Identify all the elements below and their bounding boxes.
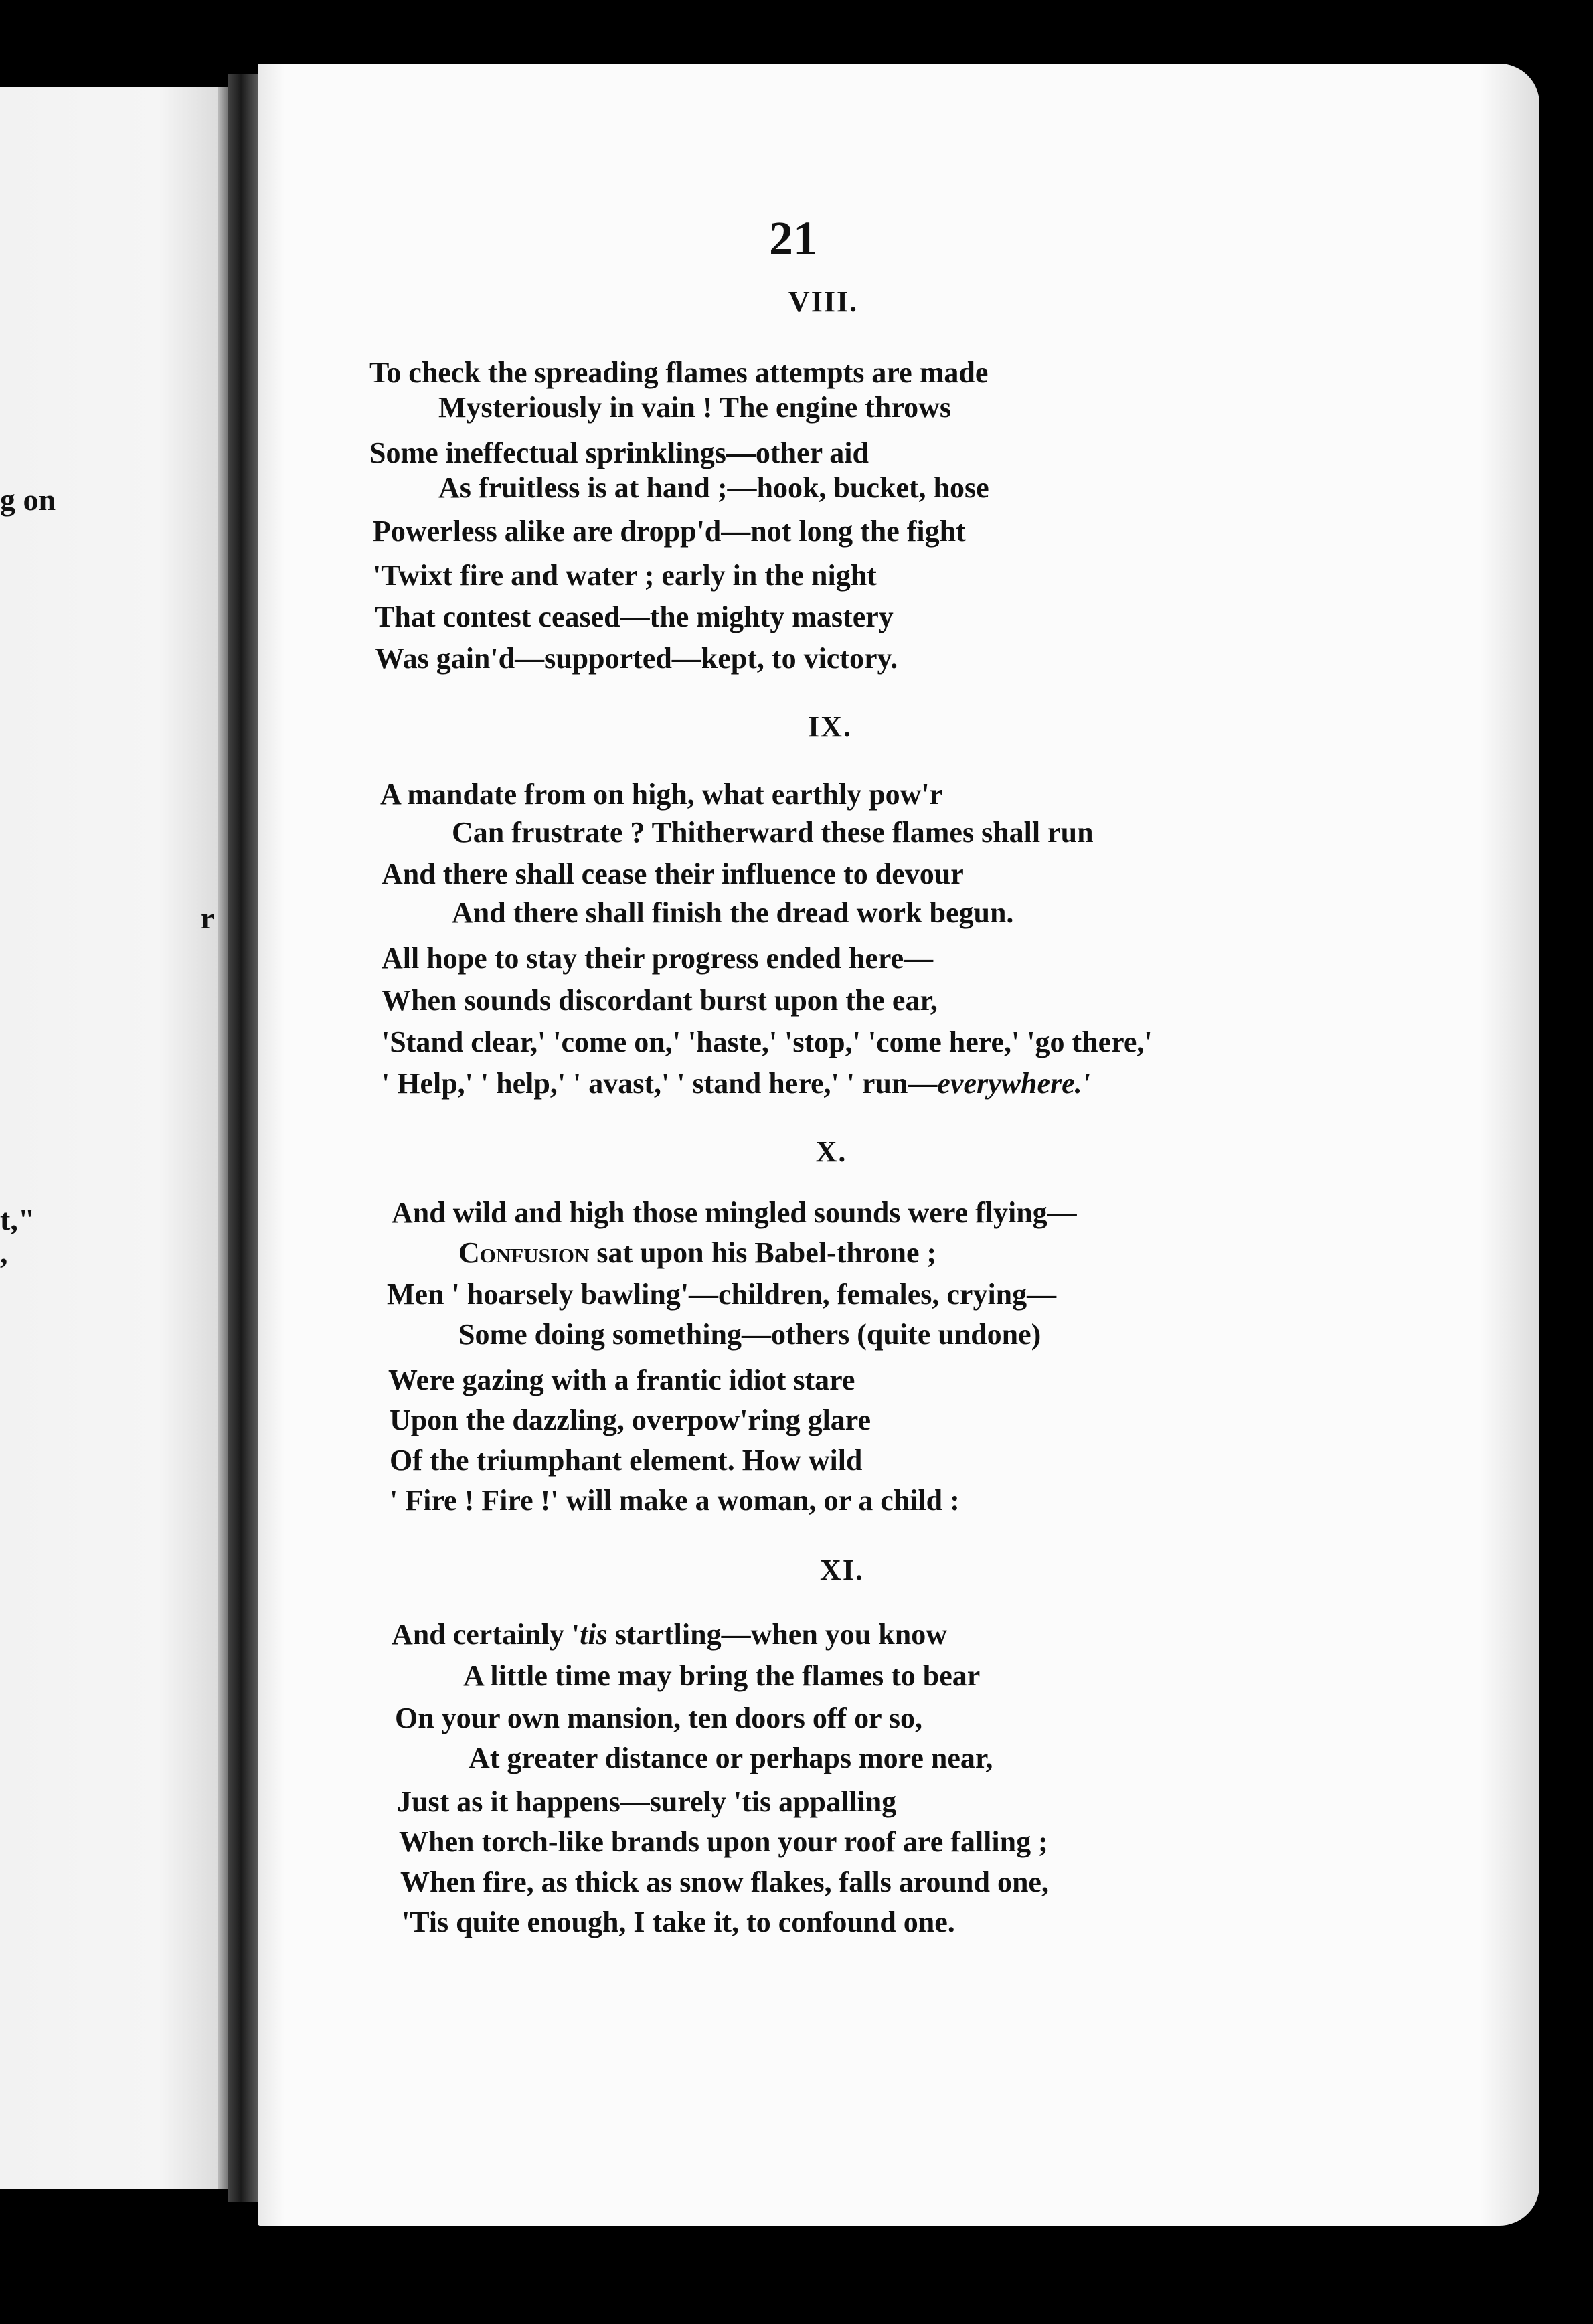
poem-line xyxy=(458,1238,936,1268)
left-page-fragment: r xyxy=(201,901,215,935)
poem-line: A little time may bring the flames to bear xyxy=(463,1659,981,1692)
poem-line-text: startling—when you know xyxy=(614,1618,947,1651)
poem-line: Just as it happens—surely 'tis appalling xyxy=(397,1785,897,1818)
poem-line-text: sat upon his Babel-throne ; xyxy=(596,1236,937,1269)
poem-line: Of the triumphant element. How wild xyxy=(390,1444,863,1477)
poem-line: Can frustrate ? Thitherward these flames shall run xyxy=(452,816,1094,849)
poem-line: Mysteriously in vain ! The engine throws xyxy=(438,391,951,424)
poem-line: To check the spreading flames attempts are made xyxy=(369,356,989,389)
poem-line: On your own mansion, ten doors off or so, xyxy=(395,1702,923,1734)
poem-line-text: And certainly ' xyxy=(392,1618,580,1651)
poem-line xyxy=(382,1069,1090,1098)
poem-line: Upon the dazzling, overpow'ring glare xyxy=(390,1404,871,1436)
poem-line: When sounds discordant burst upon the ear, xyxy=(382,984,938,1017)
poem-line-italic: tis xyxy=(580,1618,608,1651)
left-page-fragment: t," xyxy=(0,1202,35,1236)
stanza-number: VIII. xyxy=(788,285,859,318)
poem-line: When fire, as thick as snow flakes, falls around one, xyxy=(400,1865,1049,1898)
poem-line: 'Stand clear,' 'come on,' 'haste,' 'stop,' 'come here,' 'go there,' xyxy=(382,1025,1153,1058)
poem-line: As fruitless is at hand ;—hook, bucket, hose xyxy=(438,471,989,504)
poem-line: And wild and high those mingled sounds were flying— xyxy=(392,1196,1077,1229)
poem-line: Some doing something—others (quite undone) xyxy=(458,1318,1041,1351)
poem-line: Was gain'd—supported—kept, to victory. xyxy=(375,642,898,675)
poem-line: And there shall finish the dread work begun. xyxy=(452,896,1014,929)
page-number: 21 xyxy=(769,212,817,265)
poem-line: ' Fire ! Fire !' will make a woman, or a child : xyxy=(390,1484,960,1517)
poem-line: Some ineffectual sprinklings—other aid xyxy=(369,436,869,469)
left-page-fragment: , xyxy=(0,1236,8,1270)
poem-line: Men ' hoarsely bawling'—children, females, crying— xyxy=(387,1278,1057,1311)
poem-line-text: ' Help,' ' help,' ' avast,' ' stand here,' ' run— xyxy=(382,1067,938,1100)
poem-line: Were gazing with a frantic idiot stare xyxy=(388,1363,855,1396)
poem-line-smallcaps: Confusion xyxy=(458,1236,590,1269)
left-page-fragment: g on xyxy=(0,483,56,517)
poem-line: A mandate from on high, what earthly pow'r xyxy=(380,778,943,811)
poem-line: And there shall cease their influence to devour xyxy=(382,857,964,890)
poem-line-italic: everywhere.' xyxy=(937,1067,1090,1100)
poem-line: 'Tis quite enough, I take it, to confound one. xyxy=(402,1906,955,1938)
poem-line xyxy=(392,1620,947,1649)
poem-line: Powerless alike are dropp'd—not long the fight xyxy=(373,515,966,548)
poem-line: When torch-like brands upon your roof are falling ; xyxy=(399,1825,1048,1858)
stanza-number: X. xyxy=(815,1135,847,1168)
poem-line: 'Twixt fire and water ; early in the night xyxy=(373,559,877,592)
poem-line: All hope to stay their progress ended here— xyxy=(382,942,934,975)
stanza-number: XI. xyxy=(820,1554,864,1586)
poem-line: At greater distance or perhaps more near, xyxy=(469,1742,993,1774)
stanza-number: IX. xyxy=(808,710,852,743)
poem-line: That contest ceased—the mighty mastery xyxy=(375,600,894,633)
